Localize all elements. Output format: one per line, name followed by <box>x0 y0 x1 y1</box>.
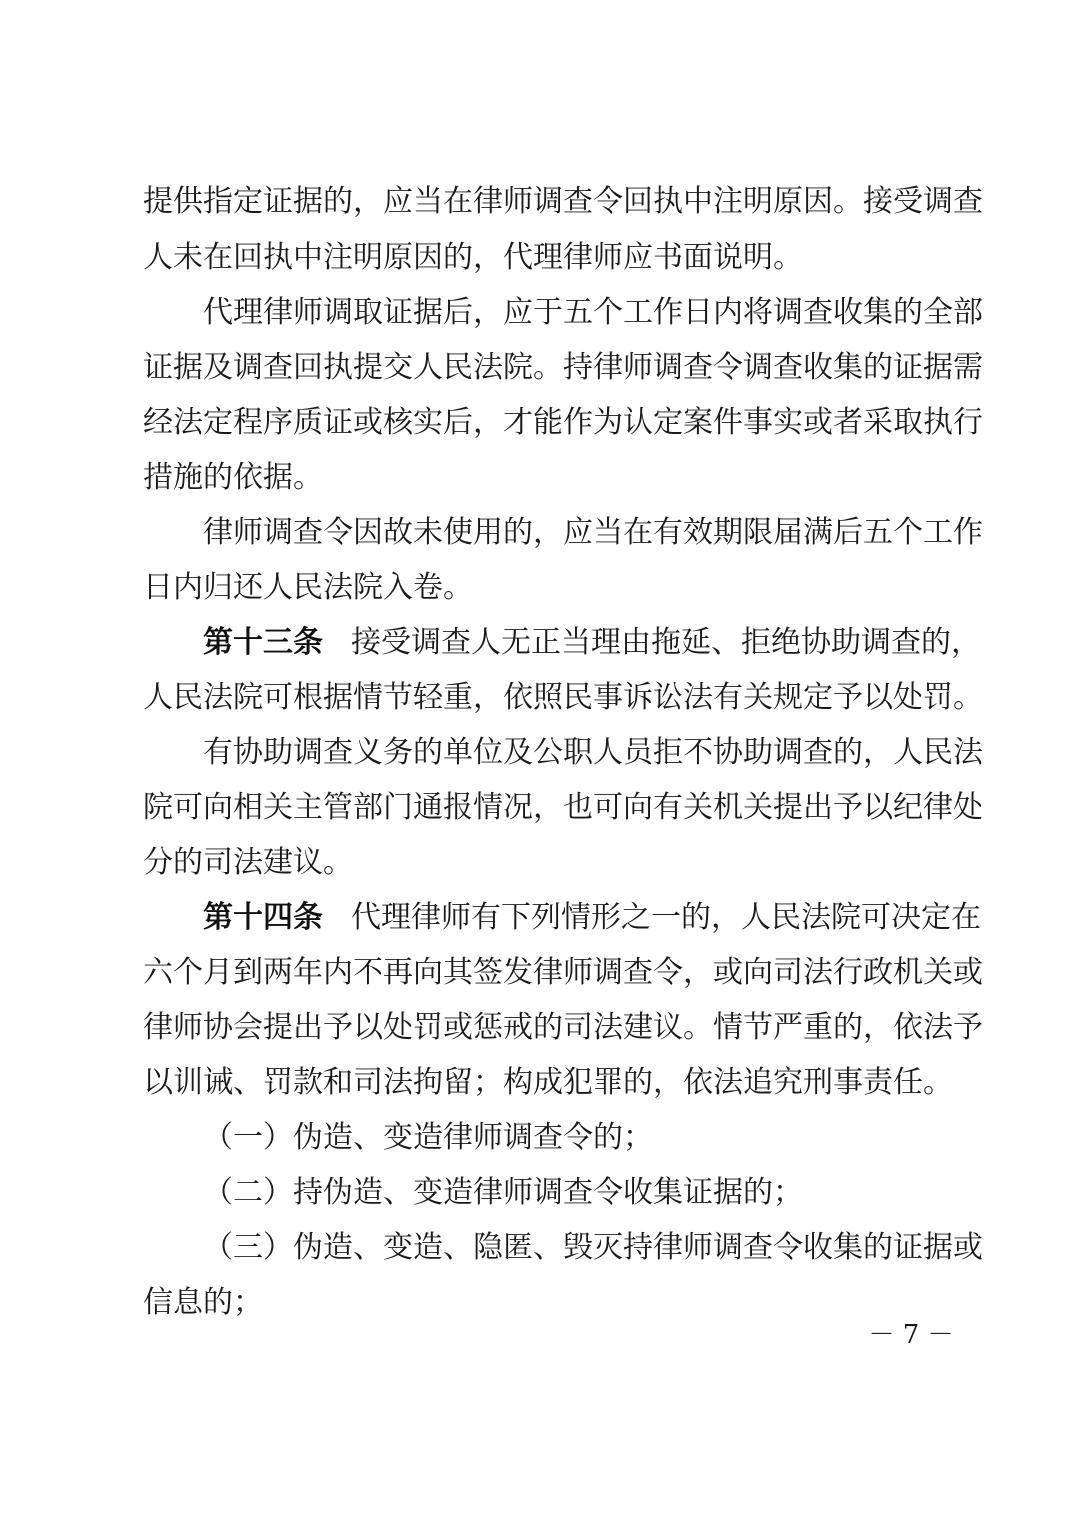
text-line: 律师调查令因故未使用的，应当在有效期限届满后五个工作 <box>203 515 983 550</box>
text-line: 院可向相关主管部门通报情况，也可向有关机关提出予以纪律处 <box>143 790 983 825</box>
article-13-first-line <box>203 622 981 664</box>
text-line: 代理律师调取证据后，应于五个工作日内将调查收集的全部 <box>203 295 983 330</box>
text-line: 人民法院可根据情节轻重，依照民事诉讼法有关规定予以处罚。 <box>143 680 983 715</box>
text-line: 信息的； <box>143 1285 263 1320</box>
article-14-heading: 第十四条 <box>203 900 323 935</box>
list-item: （二）持伪造、变造律师调查令收集证据的； <box>203 1175 803 1210</box>
list-item: （三）伪造、变造、隐匿、毁灭持律师调查令收集的证据或 <box>203 1230 983 1265</box>
article-13-heading: 第十三条 <box>203 625 323 660</box>
text-line: 人未在回执中注明原因的，代理律师应书面说明。 <box>143 240 803 275</box>
article-14-first-line <box>203 897 981 939</box>
text-line: 有协助调查义务的单位及公职人员拒不协助调查的，人民法 <box>203 735 983 770</box>
text-line: 分的司法建议。 <box>143 845 353 880</box>
text-line: 律师协会提出予以处罚或惩戒的司法建议。情节严重的，依法予 <box>143 1010 983 1045</box>
text-line: 日内归还人民法院入卷。 <box>143 570 473 605</box>
article-14-text: 代理律师有下列情形之一的，人民法院可决定在 <box>351 900 981 935</box>
text-line: 证据及调查回执提交人民法院。持律师调查令调查收集的证据需 <box>143 350 983 385</box>
text-line: 经法定程序质证或核实后，才能作为认定案件事实或者采取执行 <box>143 405 983 440</box>
text-line: 以训诫、罚款和司法拘留；构成犯罪的，依法追究刑事责任。 <box>143 1065 953 1100</box>
page-number: － 7 － <box>868 1320 954 1350</box>
text-line: 措施的依据。 <box>143 460 323 495</box>
text-line: 六个月到两年内不再向其签发律师调查令，或向司法行政机关或 <box>143 955 983 990</box>
list-item: （一）伪造、变造律师调查令的； <box>203 1120 653 1155</box>
text-line: 提供指定证据的，应当在律师调查令回执中注明原因。接受调查 <box>143 184 983 219</box>
article-13-text: 接受调查人无正当理由拖延、拒绝协助调查的， <box>351 625 981 660</box>
